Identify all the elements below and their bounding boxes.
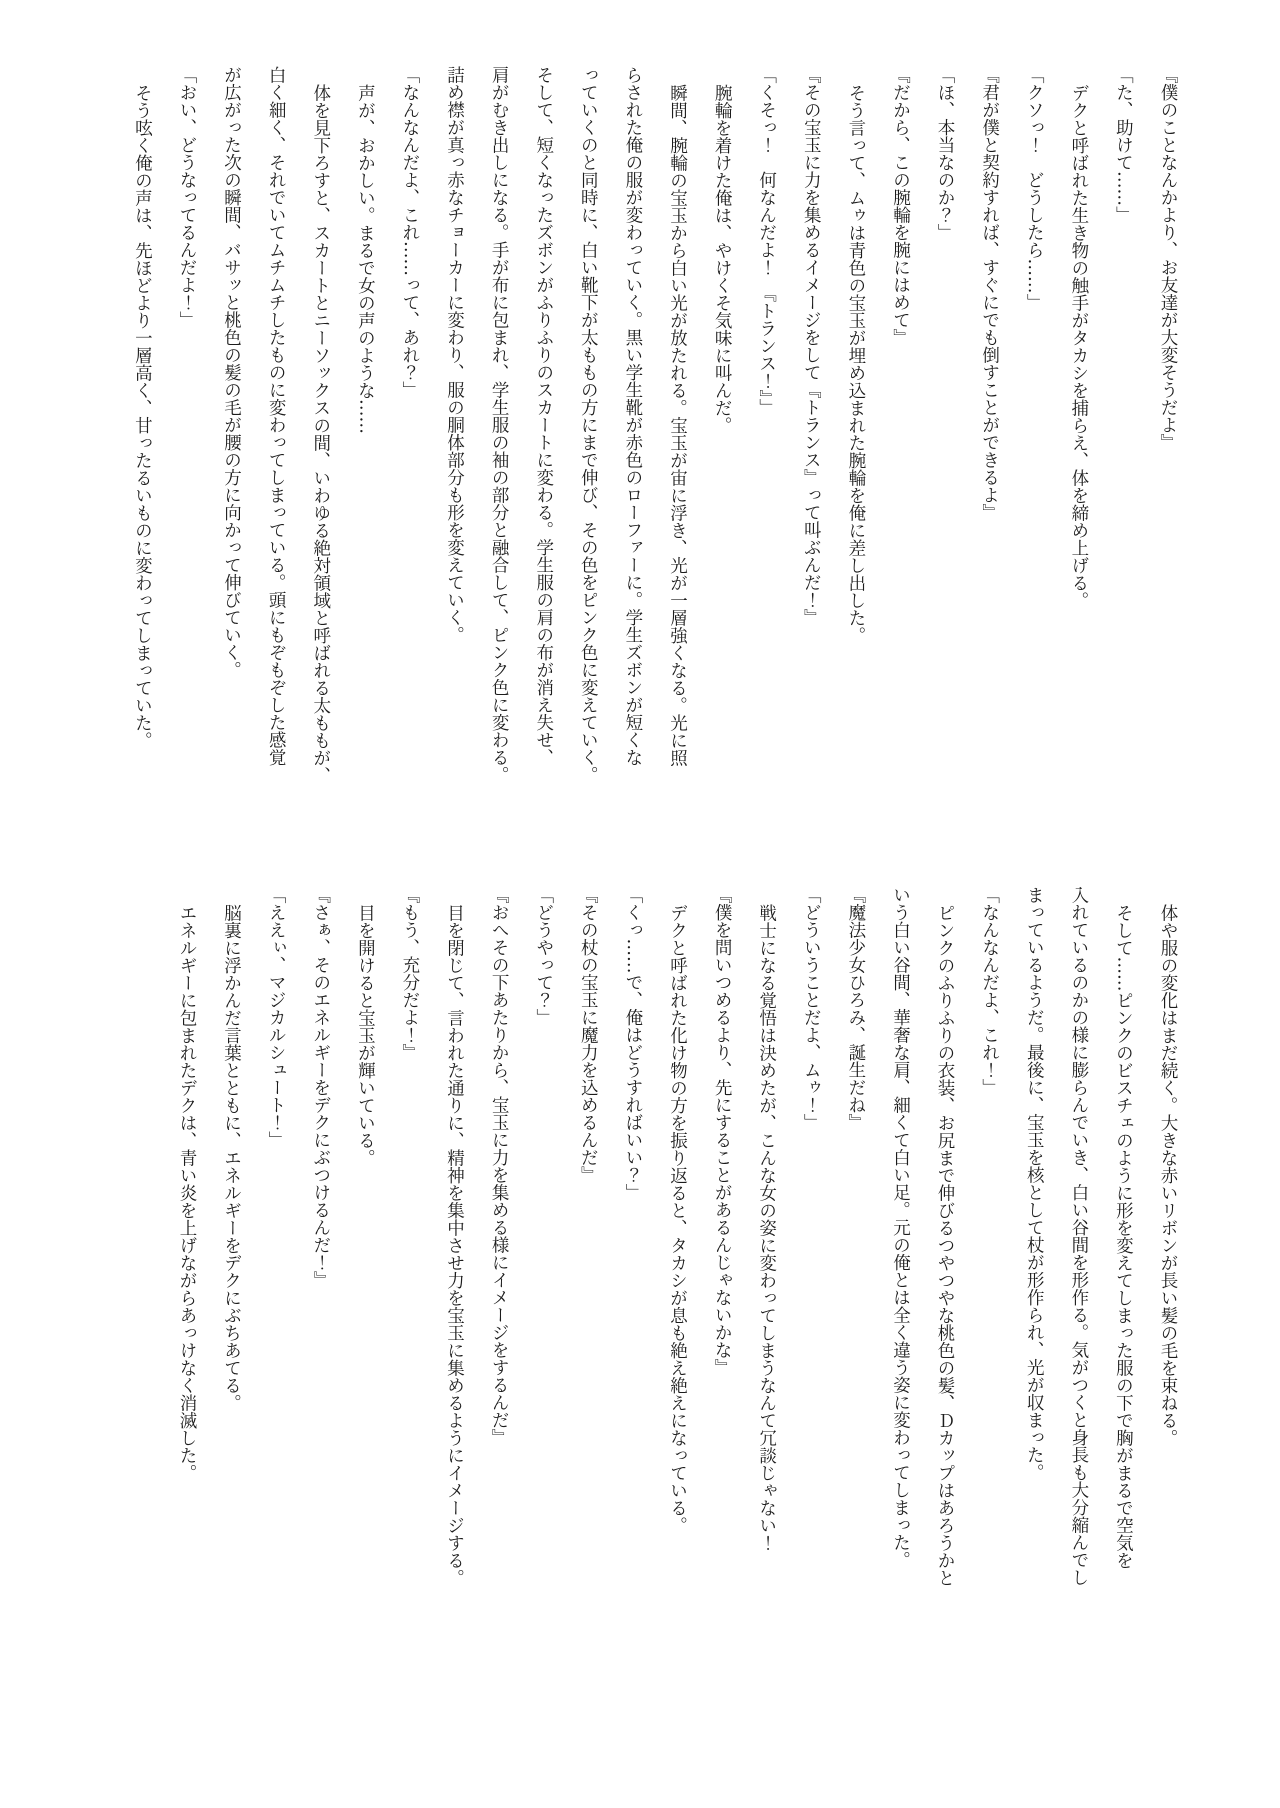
text-line: デクと呼ばれた生き物の触手がタカシを捕らえ、体を締め上げる。	[1068, 83, 1089, 609]
text-line: 「おい、どうなってるんだよ！」	[176, 66, 197, 329]
text-line: 『僕を問いつめるより、先にすることがあるんじゃないかな』	[712, 886, 733, 1376]
text-line: いう白い谷間、華奢な肩、細くて白い足。元の俺とは全く違う姿に変わってしまった。	[890, 886, 911, 1569]
text-line: 「どうやって？」	[533, 886, 554, 1026]
text-line: 声が、おかしい。まるで女の声のような……	[355, 83, 376, 434]
text-line: 白く細く、それでいてムチムチしたものに変わってしまっている。頭にもぞもぞした感覚	[266, 66, 287, 766]
text-line: 「なんなんだよ、これ！」	[979, 886, 1000, 1096]
text-line: 『魔法少女ひろみ、誕生だね』	[845, 886, 866, 1131]
text-line: そう呟く俺の声は、先ほどより一層高く、甘ったるいものに変わってしまっていた。	[132, 83, 153, 749]
text-line: 入れているのかの様に膨らんでいき、白い谷間を形作る。気がつくと身長も大分縮んでし	[1068, 886, 1089, 1586]
text-line: 腕輪を着けた俺は、やけくそ気味に叫んだ。	[712, 83, 733, 434]
text-line: 「ほ、本当なのか？」	[935, 66, 956, 241]
text-line: 「クソっ！ どうしたら……」	[1024, 66, 1045, 311]
text-line: 目を開けると宝玉が輝いている。	[355, 903, 376, 1166]
text-line: 『君が僕と契約すれば、すぐにでも倒すことができるよ』	[979, 66, 1000, 521]
text-line: 戦士になる覚悟は決めたが、こんな女の姿に変わってしまうなんて冗談じゃない！	[756, 903, 777, 1551]
text-line: らされた俺の服が変わっていく。黒い学生靴が赤色のローファーに。学生ズボンが短くな	[622, 66, 643, 766]
text-line: 「くっ……で、俺はどうすればいい？」	[622, 886, 643, 1201]
text-line: 『その杖の宝玉に魔力を込めるんだ』	[578, 886, 599, 1184]
text-line: 脳裏に浮かんだ言葉とともに、エネルギーをデクにぶちあてる。	[221, 903, 242, 1411]
text-line: 『おへその下あたりから、宝玉に力を集める様にイメージをするんだ』	[489, 886, 510, 1446]
text-line: 『その宝玉に力を集めるイメージをして『トランス』って叫ぶんだ！』	[801, 66, 822, 626]
text-line: 『さぁ、そのエネルギーをデクにぶつけるんだ！』	[310, 886, 331, 1289]
text-line: 体を見下ろすと、スカートとニーソックスの間、いわゆる絶対領域と呼ばれる太ももが、	[310, 83, 331, 784]
text-block-top	[120, 66, 1190, 784]
text-line: が広がった次の瞬間、バサッと桃色の髪の毛が腰の方に向かって伸びていく。	[221, 66, 242, 679]
text-line: ピンクのふりふりの衣装、お尻まで伸びるつやつやな桃色の髪、Ｄカップはあろうかと	[935, 903, 956, 1586]
text-line: そう言って、ムゥは青色の宝玉が埋め込まれた腕輪を俺に差し出した。	[845, 83, 866, 644]
text-line: っていくのと同時に、白い靴下が太ももの方にまで伸び、その色をピンク色に変えていく。	[578, 66, 599, 784]
text-line: 肩がむき出しになる。手が布に包まれ、学生服の袖の部分と融合して、ピンク色に変わる。	[489, 66, 510, 784]
text-line: そして……ピンクのビスチェのように形を変えてしまった服の下で胸がまるで空気を	[1113, 903, 1134, 1569]
text-line: そして、短くなったズボンがふりふりのスカートに変わる。学生服の肩の布が消え失せ、	[533, 66, 554, 766]
text-line: まっているようだ。最後に、宝玉を核として杖が形作られ、光が収まった。	[1024, 886, 1045, 1481]
text-line: 「た、助けて……」	[1113, 66, 1134, 224]
text-line: 『だから、この腕輪を腕にはめて』	[890, 66, 911, 346]
text-line: 「くそっ！ 何なんだよ！ 『トランス！』」	[756, 66, 777, 416]
text-line: 瞬間、腕輪の宝玉から白い光が放たれる。宝玉が宙に浮き、光が一層強くなる。光に照	[667, 83, 688, 766]
text-line: 『僕のことなんかより、お友達が大変そうだよ』	[1158, 66, 1178, 451]
text-line: デクと呼ばれた化け物の方を振り返ると、タカシが息も絶え絶えになっている。	[667, 903, 688, 1534]
text-line: 「どういうことだよ、ムゥ！」	[801, 886, 822, 1131]
text-line: 体や服の変化はまだ続く。大きな赤いリボンが長い髪の毛を束ねる。	[1158, 903, 1178, 1446]
text-line: 「ええぃ、マジカルシュート！」	[266, 886, 287, 1149]
text-block-bottom	[164, 886, 1190, 1598]
text-line: 『もう、充分だよ！』	[399, 886, 420, 1061]
text-line: 「なんなんだよ、これ……って、あれ？」	[399, 66, 420, 399]
text-line: 詰め襟が真っ赤なチョーカーに変わり、服の胴体部分も形を変えていく。	[444, 66, 465, 644]
text-line: エネルギーに包まれたデクは、青い炎を上げながらあっけなく消滅した。	[176, 903, 197, 1481]
text-line: 目を閉じて、言われた通りに、精神を集中させ力を宝玉に集めるようにイメージする。	[444, 903, 465, 1586]
